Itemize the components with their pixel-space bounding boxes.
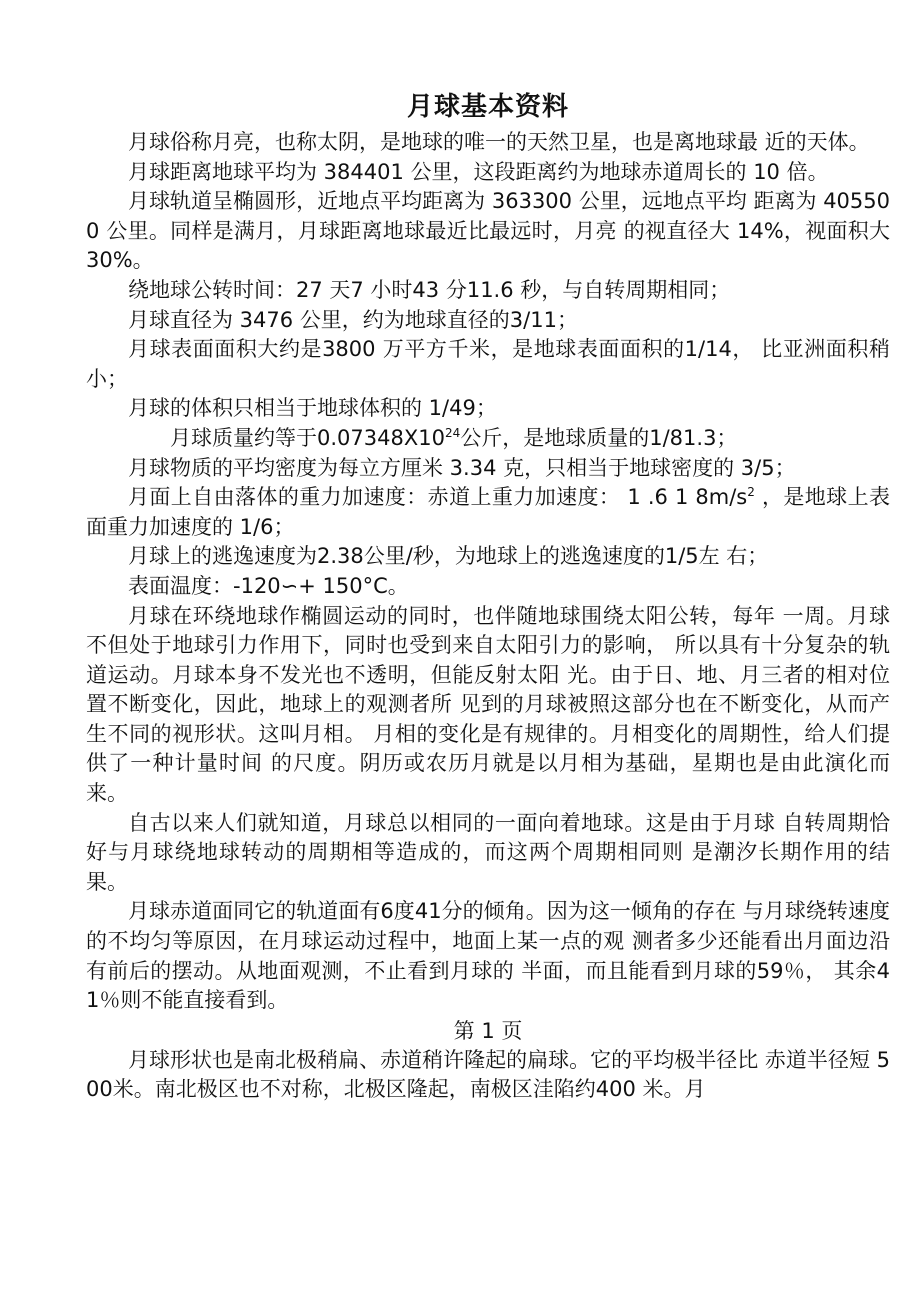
mass-text: 月球质量约等于0.07348X10	[170, 425, 445, 450]
paragraph: 月球轨道呈椭圆形，近地点平均距离为 363300 公里，远地点平均 距离为 405500 公里。同样是满月，月球距离地球最近比最远时，月亮 的视直径大 14%，视面积大30%。	[86, 189, 890, 273]
page-number: 第 1 页	[453, 1018, 523, 1043]
paragraph: 月球的体积只相当于地球体积的 1/49；	[128, 396, 497, 421]
gravity-text-tail: ，是地球上表面重力加速度的 1/6；	[86, 485, 890, 539]
paragraph: 表面温度：-120∽+ 150°C。	[128, 573, 409, 598]
mass-text-tail: 公斤，是地球质量的1/81.3；	[460, 425, 738, 450]
paragraph: 月球在环绕地球作椭圆运动的同时，也伴随地球围绕太阳公转，每年 一周。月球不但处于地球引力作用下，同时也受到来自太阳引力的影响， 所以具有十分复杂的轨道运动。月球本身不发光也不透明，但能反射太阳 光。由于日、地、月三者的相对位置不断变化，因此，地球上的观测者所 见到的月球被照这部分也在不断变化，从而产生不同的视形状。这叫月相。 月相的变化是有规律的。月相变化的周期性，给人们提供了一种计量时间 的尺度。阴历或农历月就是以月相为基础，星期也是由此演化而来。	[86, 603, 890, 806]
paragraph: 月球表面面积大约是3800 万平方千米，是地球表面面积的1/14， 比亚洲面积稍小；	[86, 337, 890, 391]
mass-exponent: 24	[444, 425, 461, 440]
paragraph: 月球赤道面同它的轨道面有6度41分的倾角。因为这一倾角的存在 与月球绕转速度的不均匀等原因，在月球运动过程中，地面上某一点的观 测者多少还能看出月面边沿有前后的摆动。从地面观测，不止看到月球的 半面，而且能看到月球的59％， 其余41％则不能直接看到。	[86, 899, 891, 1013]
paragraph: 月球距离地球平均为 384401 公里，这段距离约为地球赤道周长的 10 倍。	[128, 159, 829, 184]
paragraph-mass	[86, 424, 890, 454]
gravity-exponent: 2	[747, 485, 755, 500]
paragraph: 月球形状也是南北极稍扁、赤道稍许隆起的扁球。它的平均极半径比 赤道半径短 500米。南北极区也不对称，北极区隆起，南极区洼陷约400 米。月	[86, 1047, 890, 1102]
paragraph: 月球俗称月亮，也称太阴，是地球的唯一的天然卫星，也是离地球最 近的天体。	[128, 130, 870, 154]
paragraph: 月球直径为 3476 公里，约为地球直径的3/11；	[128, 307, 578, 332]
paragraph-gravity	[86, 483, 890, 542]
gravity-text: 月面上自由落体的重力加速度：赤道上重力加速度： 1 .6 1 8m/s	[128, 485, 748, 510]
page-title: 月球基本资料	[406, 92, 569, 122]
paragraph: 月球上的逃逸速度为2.38公里/秒，为地球上的逃逸速度的1/5左 右；	[128, 544, 769, 569]
document-page	[86, 90, 890, 1105]
paragraph: 月球物质的平均密度为每立方厘米 3.34 克，只相当于地球密度的 3/5；	[128, 455, 796, 480]
paragraph: 自古以来人们就知道，月球总以相同的一面向着地球。这是由于月球 自转周期恰好与月球绕地球转动的周期相等造成的，而这两个周期相同则 是潮汐长期作用的结果。	[86, 810, 890, 894]
paragraph: 绕地球公转时间：27 天7 小时43 分11.6 秒，与自转周期相同；	[128, 277, 731, 302]
